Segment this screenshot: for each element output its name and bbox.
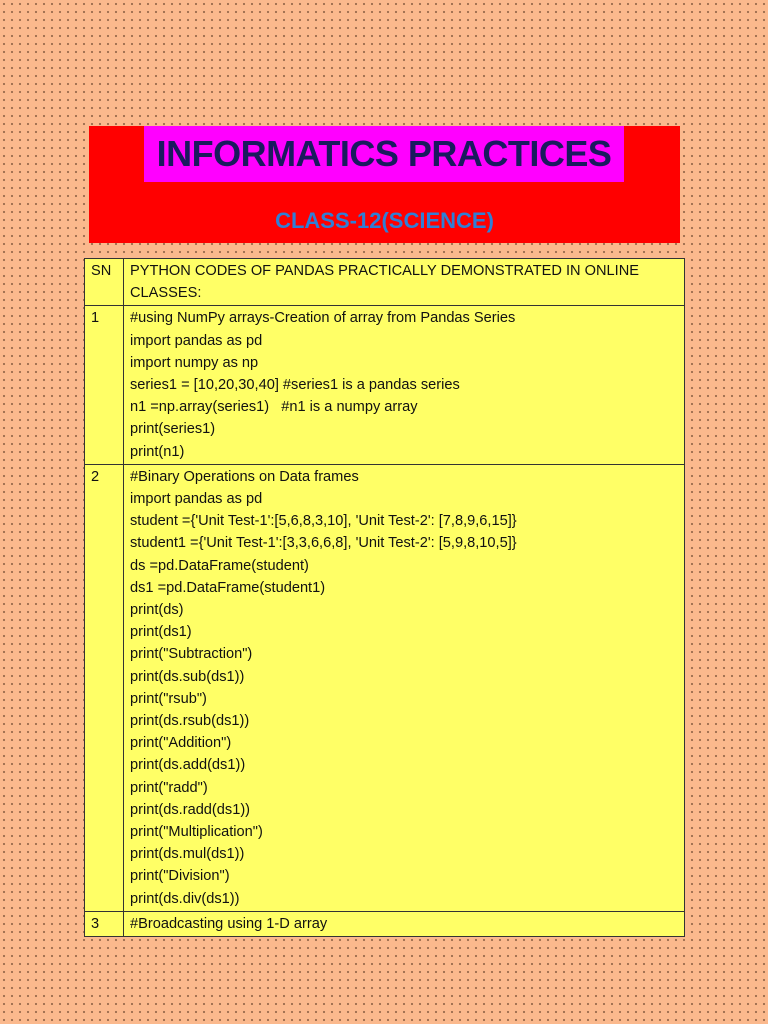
code-line: student1 ={'Unit Test-1':[3,3,6,6,8], 'Unit Test-2': [5,9,8,10,5]} xyxy=(130,535,517,552)
code-line: print(ds.rsub(ds1)) xyxy=(130,713,250,730)
header-description: PYTHON CODES OF PANDAS PRACTICALLY DEMONSTRATED IN ONLINE CLASSES: xyxy=(124,259,685,306)
code-line: print(ds.add(ds1)) xyxy=(130,757,246,774)
table-row xyxy=(85,306,685,464)
code-line: print(series1) xyxy=(130,421,216,438)
code-line: print(ds) xyxy=(130,602,184,619)
code-line: print("Addition") xyxy=(130,735,232,752)
code-line: ds =pd.DataFrame(student) xyxy=(130,557,309,574)
code-line: print(n1) xyxy=(130,443,185,460)
code-line: print("rsub") xyxy=(130,690,207,707)
code-line: print("Multiplication") xyxy=(130,824,263,841)
table-row xyxy=(85,911,685,936)
code-line: #using NumPy arrays-Creation of array from Pandas Series xyxy=(130,310,516,327)
code-line: print(ds.div(ds1)) xyxy=(130,890,240,907)
table-header-row xyxy=(85,259,685,306)
code-line: series1 = [10,20,30,40] #series1 is a pandas series xyxy=(130,377,460,394)
row-code xyxy=(124,911,685,936)
row-sn: 2 xyxy=(85,464,124,911)
row-code xyxy=(124,464,685,911)
code-line: print(ds.radd(ds1)) xyxy=(130,801,251,818)
header-sn: SN xyxy=(85,259,124,306)
code-line: print(ds.mul(ds1)) xyxy=(130,846,245,863)
code-line: import pandas as pd xyxy=(130,491,263,508)
code-line: print("radd") xyxy=(130,779,208,796)
code-line: print("Subtraction") xyxy=(130,646,253,663)
table-row xyxy=(85,464,685,911)
code-line: n1 =np.array(series1) #n1 is a numpy array xyxy=(130,399,418,416)
code-line: print(ds1) xyxy=(130,624,192,641)
page-title: INFORMATICS PRACTICES xyxy=(144,126,624,182)
code-line: import pandas as pd xyxy=(130,332,263,349)
code-line: #Binary Operations on Data frames xyxy=(130,468,359,485)
page-subtitle: CLASS-12(SCIENCE) xyxy=(275,208,494,233)
code-line: print(ds.sub(ds1)) xyxy=(130,668,245,685)
row-sn: 3 xyxy=(85,911,124,936)
code-table xyxy=(84,258,685,937)
row-code xyxy=(124,306,685,464)
code-line: student ={'Unit Test-1':[5,6,8,3,10], 'Unit Test-2': [7,8,9,6,15]} xyxy=(130,513,517,530)
code-line: import numpy as np xyxy=(130,354,259,371)
code-line: ds1 =pd.DataFrame(student1) xyxy=(130,579,326,596)
code-line: print("Division") xyxy=(130,868,230,885)
row-sn: 1 xyxy=(85,306,124,464)
code-line: #Broadcasting using 1-D array xyxy=(130,915,328,932)
